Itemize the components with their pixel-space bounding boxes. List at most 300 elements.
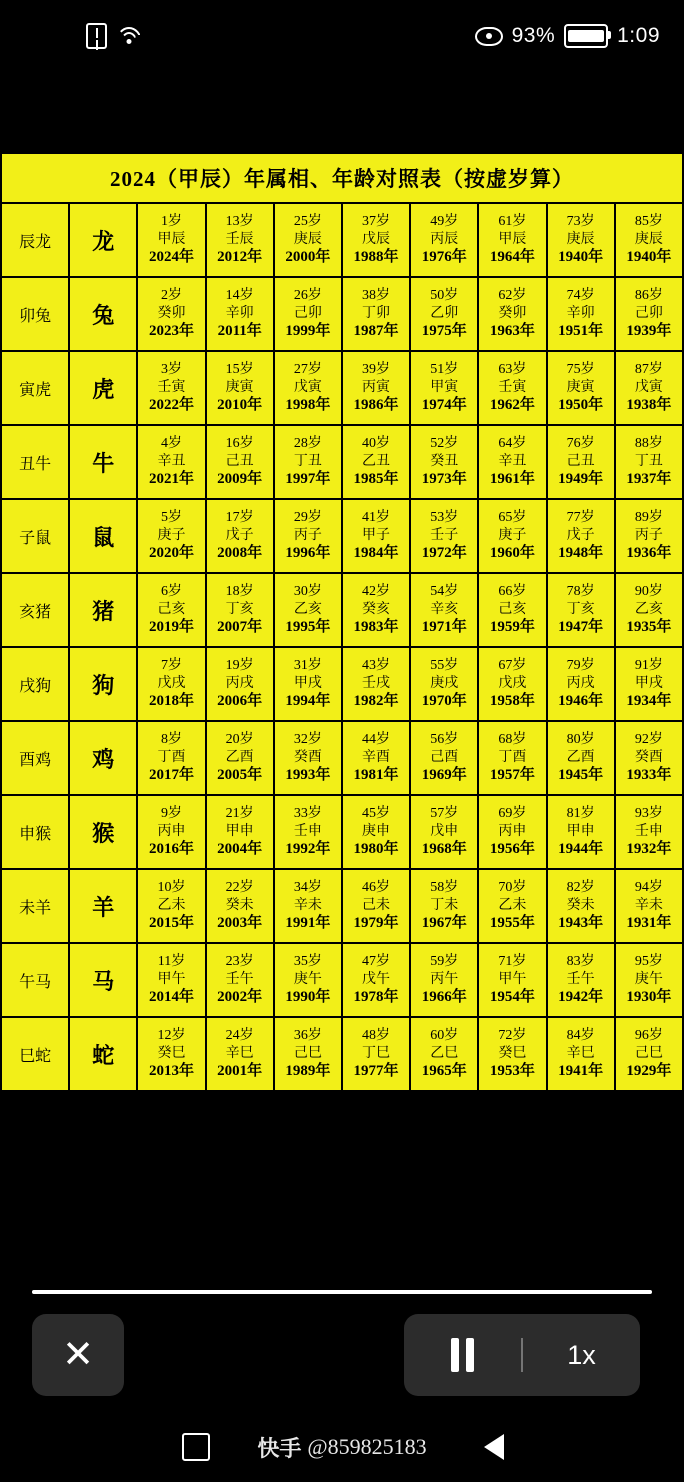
year-label: 1939年 <box>626 323 672 340</box>
year-label: 1933年 <box>626 767 672 784</box>
year-label: 1934年 <box>626 693 672 710</box>
ganzhi-label: 己巳 <box>293 1045 322 1061</box>
ganzhi-label: 辛丑 <box>157 453 186 469</box>
age-year-cell <box>410 499 478 573</box>
age-label: 74岁 <box>566 288 595 304</box>
age-year-cell <box>478 277 546 351</box>
animal-cell: 龙 <box>69 203 137 277</box>
age-label: 41岁 <box>362 510 391 526</box>
ganzhi-label: 戊戌 <box>498 675 527 691</box>
year-label: 1987年 <box>353 323 399 340</box>
year-label: 1981年 <box>353 767 399 784</box>
age-year-cell <box>342 573 410 647</box>
age-year-cell <box>615 351 683 425</box>
ganzhi-label: 丁丑 <box>293 453 322 469</box>
ganzhi-label: 甲申 <box>566 823 595 839</box>
year-label: 1942年 <box>558 989 604 1006</box>
age-year-cell <box>615 1017 683 1091</box>
year-label: 1982年 <box>353 693 399 710</box>
year-label: 1946年 <box>558 693 604 710</box>
ganzhi-label: 甲申 <box>225 823 254 839</box>
year-label: 1971年 <box>421 619 467 636</box>
ganzhi-label: 庚辰 <box>566 231 595 247</box>
year-label: 1972年 <box>421 545 467 562</box>
playback-speed-button[interactable]: 1x <box>567 1339 596 1370</box>
ganzhi-label: 戊辰 <box>362 231 391 247</box>
page-title: 2024（甲辰）年属相、年龄对照表（按虚岁算） <box>1 153 683 203</box>
ganzhi-label: 壬午 <box>225 971 254 987</box>
animal-cell: 马 <box>69 943 137 1017</box>
age-label: 40岁 <box>362 436 391 452</box>
age-label: 23岁 <box>225 954 254 970</box>
age-label: 57岁 <box>430 806 459 822</box>
age-year-cell <box>274 721 342 795</box>
animal-cell: 猴 <box>69 795 137 869</box>
ganzhi-label: 癸巳 <box>157 1045 186 1061</box>
ganzhi-label: 庚寅 <box>566 379 595 395</box>
age-year-cell <box>274 1017 342 1091</box>
age-label: 91岁 <box>634 658 663 674</box>
ganzhi-label: 辛巳 <box>566 1045 595 1061</box>
ganzhi-label: 己丑 <box>225 453 254 469</box>
table-row <box>1 277 683 351</box>
age-year-cell <box>137 499 205 573</box>
year-label: 2023年 <box>148 323 194 340</box>
age-year-cell <box>547 499 615 573</box>
age-year-cell <box>206 351 274 425</box>
age-year-cell <box>342 351 410 425</box>
age-label: 12岁 <box>157 1028 186 1044</box>
age-label: 61岁 <box>498 214 527 230</box>
animal-cell: 牛 <box>69 425 137 499</box>
age-label: 47岁 <box>362 954 391 970</box>
ganzhi-label: 辛未 <box>293 897 322 913</box>
branch-cell: 未羊 <box>1 869 69 943</box>
ganzhi-label: 乙未 <box>498 897 527 913</box>
ganzhi-label: 乙亥 <box>634 601 663 617</box>
table-row <box>1 573 683 647</box>
year-label: 1966年 <box>421 989 467 1006</box>
ganzhi-label: 丁卯 <box>362 305 391 321</box>
year-label: 1930年 <box>626 989 672 1006</box>
age-year-cell <box>478 1017 546 1091</box>
year-label: 2020年 <box>148 545 194 562</box>
age-year-cell <box>615 277 683 351</box>
year-label: 1960年 <box>489 545 535 562</box>
age-year-cell <box>137 1017 205 1091</box>
ganzhi-label: 癸未 <box>566 897 595 913</box>
ganzhi-label: 癸酉 <box>293 749 322 765</box>
table-row <box>1 869 683 943</box>
table-row <box>1 203 683 277</box>
year-label: 2010年 <box>217 397 263 414</box>
age-year-cell <box>137 943 205 1017</box>
branch-cell: 申猴 <box>1 795 69 869</box>
age-year-cell <box>206 647 274 721</box>
ganzhi-label: 戊寅 <box>293 379 322 395</box>
age-year-cell <box>137 647 205 721</box>
table-row <box>1 1017 683 1091</box>
age-year-cell <box>274 499 342 573</box>
age-label: 79岁 <box>566 658 595 674</box>
age-year-cell <box>615 425 683 499</box>
age-label: 32岁 <box>293 732 322 748</box>
ganzhi-label: 辛卯 <box>566 305 595 321</box>
year-label: 2009年 <box>217 471 263 488</box>
ganzhi-label: 戊戌 <box>157 675 186 691</box>
age-year-cell <box>137 351 205 425</box>
year-label: 1938年 <box>626 397 672 414</box>
age-label: 26岁 <box>293 288 322 304</box>
age-label: 84岁 <box>566 1028 595 1044</box>
age-label: 46岁 <box>362 880 391 896</box>
ganzhi-label: 丙子 <box>634 527 663 543</box>
year-label: 1978年 <box>353 989 399 1006</box>
year-label: 1969年 <box>421 767 467 784</box>
ganzhi-label: 庚午 <box>634 971 663 987</box>
year-label: 2001年 <box>217 1063 263 1080</box>
age-label: 13岁 <box>225 214 254 230</box>
ganzhi-label: 甲戌 <box>293 675 322 691</box>
age-year-cell <box>342 647 410 721</box>
age-label: 54岁 <box>430 584 459 600</box>
year-label: 2011年 <box>217 323 262 340</box>
age-label: 64岁 <box>498 436 527 452</box>
ganzhi-label: 甲午 <box>157 971 186 987</box>
age-year-cell <box>137 425 205 499</box>
age-year-cell <box>547 351 615 425</box>
year-label: 1954年 <box>489 989 535 1006</box>
age-year-cell <box>342 277 410 351</box>
age-label: 83岁 <box>566 954 595 970</box>
age-label: 2岁 <box>160 288 182 304</box>
age-label: 45岁 <box>362 806 391 822</box>
age-label: 65岁 <box>498 510 527 526</box>
ganzhi-label: 己丑 <box>566 453 595 469</box>
age-year-cell <box>137 721 205 795</box>
age-label: 93岁 <box>634 806 663 822</box>
ganzhi-label: 丙辰 <box>430 231 459 247</box>
watermark-user-id: @859825183 <box>307 1434 427 1459</box>
ganzhi-label: 甲辰 <box>498 231 527 247</box>
status-bar-left <box>86 23 141 49</box>
age-year-cell <box>615 795 683 869</box>
year-label: 2007年 <box>217 619 263 636</box>
year-label: 2000年 <box>285 249 331 266</box>
age-year-cell <box>478 795 546 869</box>
wifi-icon <box>117 26 141 46</box>
animal-cell: 鸡 <box>69 721 137 795</box>
age-year-cell <box>615 869 683 943</box>
age-year-cell <box>342 721 410 795</box>
age-label: 89岁 <box>634 510 663 526</box>
ganzhi-label: 壬申 <box>634 823 663 839</box>
year-label: 2012年 <box>217 249 263 266</box>
age-label: 44岁 <box>362 732 391 748</box>
year-label: 1998年 <box>285 397 331 414</box>
ganzhi-label: 丙寅 <box>362 379 391 395</box>
age-label: 30岁 <box>293 584 322 600</box>
age-year-cell <box>137 203 205 277</box>
back-triangle-icon[interactable] <box>484 1434 504 1460</box>
ganzhi-label: 丙戌 <box>225 675 254 691</box>
zodiac-age-chart-image[interactable] <box>0 152 684 1092</box>
year-label: 2006年 <box>217 693 263 710</box>
ganzhi-label: 癸亥 <box>362 601 391 617</box>
year-label: 1999年 <box>285 323 331 340</box>
animal-cell: 蛇 <box>69 1017 137 1091</box>
age-label: 42岁 <box>362 584 391 600</box>
age-year-cell <box>410 1017 478 1091</box>
ganzhi-label: 庚辰 <box>293 231 322 247</box>
ganzhi-label: 乙卯 <box>430 305 459 321</box>
year-label: 1977年 <box>353 1063 399 1080</box>
year-label: 2017年 <box>148 767 194 784</box>
age-year-cell <box>137 573 205 647</box>
age-year-cell <box>342 795 410 869</box>
ganzhi-label: 戊子 <box>225 527 254 543</box>
age-year-cell <box>478 203 546 277</box>
eye-icon <box>475 27 503 46</box>
age-label: 70岁 <box>498 880 527 896</box>
age-year-cell <box>274 869 342 943</box>
year-label: 1984年 <box>353 545 399 562</box>
branch-cell: 寅虎 <box>1 351 69 425</box>
age-year-cell <box>478 647 546 721</box>
ganzhi-label: 辛酉 <box>362 749 391 765</box>
age-year-cell <box>206 1017 274 1091</box>
ganzhi-label: 壬申 <box>293 823 322 839</box>
age-label: 72岁 <box>498 1028 527 1044</box>
age-year-cell <box>206 721 274 795</box>
ganzhi-label: 丁酉 <box>498 749 527 765</box>
ganzhi-label: 己卯 <box>293 305 322 321</box>
ganzhi-label: 癸丑 <box>430 453 459 469</box>
age-year-cell <box>547 1017 615 1091</box>
year-label: 1961年 <box>489 471 535 488</box>
age-label: 92岁 <box>634 732 663 748</box>
age-label: 29岁 <box>293 510 322 526</box>
ganzhi-label: 甲戌 <box>634 675 663 691</box>
year-label: 1931年 <box>626 915 672 932</box>
ganzhi-label: 癸巳 <box>498 1045 527 1061</box>
age-label: 60岁 <box>430 1028 459 1044</box>
age-label: 71岁 <box>498 954 527 970</box>
age-year-cell <box>274 203 342 277</box>
age-year-cell <box>615 203 683 277</box>
age-label: 56岁 <box>430 732 459 748</box>
year-label: 1944年 <box>558 841 604 858</box>
year-label: 2022年 <box>148 397 194 414</box>
close-icon: ✕ <box>62 1334 94 1376</box>
age-label: 35岁 <box>293 954 322 970</box>
age-label: 66岁 <box>498 584 527 600</box>
year-label: 1985年 <box>353 471 399 488</box>
age-year-cell <box>410 425 478 499</box>
ganzhi-label: 丁未 <box>430 897 459 913</box>
age-year-cell <box>206 869 274 943</box>
age-year-cell <box>274 943 342 1017</box>
ganzhi-label: 乙巳 <box>430 1045 459 1061</box>
ganzhi-label: 丙午 <box>430 971 459 987</box>
age-label: 48岁 <box>362 1028 391 1044</box>
age-year-cell <box>410 795 478 869</box>
ganzhi-label: 庚申 <box>362 823 391 839</box>
year-label: 1936年 <box>626 545 672 562</box>
age-year-cell <box>547 425 615 499</box>
ganzhi-label: 戊子 <box>566 527 595 543</box>
age-label: 19岁 <box>225 658 254 674</box>
ganzhi-label: 己亥 <box>498 601 527 617</box>
year-label: 1956年 <box>489 841 535 858</box>
age-year-cell <box>206 203 274 277</box>
ganzhi-label: 甲辰 <box>157 231 186 247</box>
animal-cell: 兔 <box>69 277 137 351</box>
year-label: 1986年 <box>353 397 399 414</box>
player-controls <box>404 1314 640 1396</box>
age-label: 94岁 <box>634 880 663 896</box>
table-row <box>1 721 683 795</box>
ganzhi-label: 癸未 <box>225 897 254 913</box>
ganzhi-label: 癸卯 <box>157 305 186 321</box>
year-label: 2015年 <box>148 915 194 932</box>
age-year-cell <box>478 869 546 943</box>
branch-cell: 子鼠 <box>1 499 69 573</box>
age-label: 9岁 <box>160 806 182 822</box>
year-label: 1949年 <box>558 471 604 488</box>
age-year-cell <box>342 499 410 573</box>
close-button[interactable] <box>32 1314 124 1396</box>
age-year-cell <box>547 277 615 351</box>
age-label: 16岁 <box>225 436 254 452</box>
age-year-cell <box>478 721 546 795</box>
age-year-cell <box>410 943 478 1017</box>
age-label: 81岁 <box>566 806 595 822</box>
age-label: 87岁 <box>634 362 663 378</box>
age-year-cell <box>410 721 478 795</box>
branch-cell: 午马 <box>1 943 69 1017</box>
animal-cell: 虎 <box>69 351 137 425</box>
age-year-cell <box>342 203 410 277</box>
playback-progress-bar[interactable] <box>32 1290 652 1294</box>
age-year-cell <box>410 203 478 277</box>
age-year-cell <box>206 795 274 869</box>
age-label: 14岁 <box>225 288 254 304</box>
square-recents-icon[interactable] <box>182 1433 210 1461</box>
ganzhi-label: 癸卯 <box>498 305 527 321</box>
age-label: 52岁 <box>430 436 459 452</box>
year-label: 1948年 <box>558 545 604 562</box>
age-label: 36岁 <box>293 1028 322 1044</box>
year-label: 2005年 <box>217 767 263 784</box>
ganzhi-label: 辛卯 <box>225 305 254 321</box>
age-label: 50岁 <box>430 288 459 304</box>
year-label: 1935年 <box>626 619 672 636</box>
age-label: 4岁 <box>160 436 182 452</box>
age-label: 1岁 <box>160 214 182 230</box>
ganzhi-label: 庚午 <box>293 971 322 987</box>
age-year-cell <box>410 277 478 351</box>
age-year-cell <box>206 499 274 573</box>
age-label: 77岁 <box>566 510 595 526</box>
playback-progress-fill <box>32 1290 652 1294</box>
age-label: 68岁 <box>498 732 527 748</box>
year-label: 1967年 <box>421 915 467 932</box>
age-year-cell <box>137 869 205 943</box>
age-label: 25岁 <box>293 214 322 230</box>
battery-percent-label: 93% <box>511 24 556 47</box>
table-row <box>1 499 683 573</box>
age-year-cell <box>615 499 683 573</box>
age-label: 55岁 <box>430 658 459 674</box>
age-label: 15岁 <box>225 362 254 378</box>
ganzhi-label: 丙申 <box>157 823 186 839</box>
ganzhi-label: 辛丑 <box>498 453 527 469</box>
branch-cell: 卯兔 <box>1 277 69 351</box>
age-label: 53岁 <box>430 510 459 526</box>
year-label: 2008年 <box>217 545 263 562</box>
table-row <box>1 943 683 1017</box>
age-year-cell <box>206 277 274 351</box>
age-year-cell <box>137 277 205 351</box>
age-year-cell <box>274 425 342 499</box>
age-label: 27岁 <box>293 362 322 378</box>
branch-cell: 辰龙 <box>1 203 69 277</box>
age-label: 24岁 <box>225 1028 254 1044</box>
ganzhi-label: 己巳 <box>634 1045 663 1061</box>
year-label: 1941年 <box>558 1063 604 1080</box>
ganzhi-label: 丙戌 <box>566 675 595 691</box>
age-year-cell <box>137 795 205 869</box>
ganzhi-label: 甲子 <box>362 527 391 543</box>
year-label: 1990年 <box>285 989 331 1006</box>
ganzhi-label: 戊午 <box>362 971 391 987</box>
year-label: 1994年 <box>285 693 331 710</box>
age-year-cell <box>274 795 342 869</box>
age-year-cell <box>547 869 615 943</box>
ganzhi-label: 庚辰 <box>634 231 663 247</box>
watermark-brand: 快手 <box>257 1435 302 1461</box>
year-label: 1937年 <box>626 471 672 488</box>
age-label: 17岁 <box>225 510 254 526</box>
age-year-cell <box>410 647 478 721</box>
ganzhi-label: 辛亥 <box>430 601 459 617</box>
age-label: 28岁 <box>293 436 322 452</box>
age-year-cell <box>410 351 478 425</box>
table-title-row <box>1 153 683 203</box>
age-label: 31岁 <box>293 658 322 674</box>
animal-cell: 狗 <box>69 647 137 721</box>
age-label: 39岁 <box>362 362 391 378</box>
pause-button[interactable] <box>404 1338 521 1372</box>
age-year-cell <box>615 943 683 1017</box>
age-label: 8岁 <box>160 732 182 748</box>
age-label: 76岁 <box>566 436 595 452</box>
ganzhi-label: 己酉 <box>430 749 459 765</box>
year-label: 2004年 <box>217 841 263 858</box>
year-label: 2018年 <box>148 693 194 710</box>
year-label: 1959年 <box>489 619 535 636</box>
year-label: 1963年 <box>489 323 535 340</box>
watermark <box>257 1432 426 1463</box>
year-label: 2003年 <box>217 915 263 932</box>
age-label: 82岁 <box>566 880 595 896</box>
ganzhi-label: 戊申 <box>430 823 459 839</box>
year-label: 1951年 <box>558 323 604 340</box>
age-label: 69岁 <box>498 806 527 822</box>
year-label: 1975年 <box>421 323 467 340</box>
year-label: 1929年 <box>626 1063 672 1080</box>
